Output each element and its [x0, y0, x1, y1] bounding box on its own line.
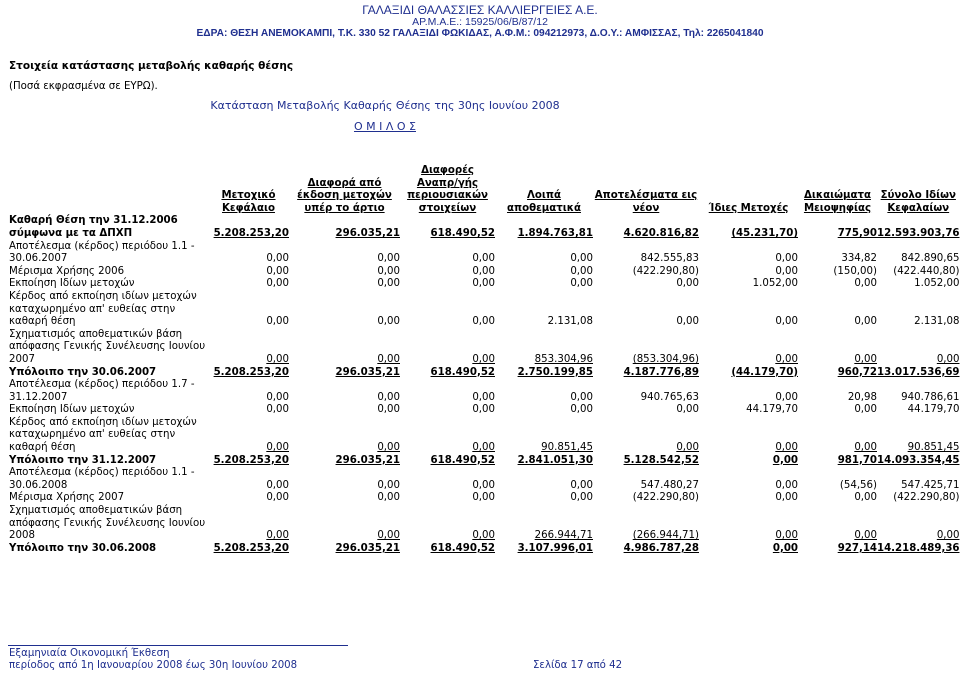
cell-share-premium: 0,00 [377, 479, 400, 491]
table-row [9, 278, 960, 291]
cell-revaluation: 0,00 [472, 391, 495, 403]
cell-total-equity: (422.290,80) [893, 492, 960, 504]
table-row [9, 417, 960, 455]
column-header-row [9, 165, 960, 215]
row-label: Κέρδος από εκποίηση ιδίων μετοχών καταχωρημένο απ' ευθείας στην καθαρή θέση [9, 290, 197, 328]
cell-treasury-shares: 0,00 [775, 316, 798, 328]
currency-note: (Ποσά εκφρασμένα σε ΕΥΡΩ). [9, 81, 158, 92]
cell-other-reserves: 0,00 [570, 479, 593, 491]
cell-revaluation: 0,00 [472, 265, 495, 277]
footer-report-name: Εξαμηνιαία Οικονομική Έκθεση [9, 648, 170, 659]
row-label: Υπόλοιπο την 30.06.2007 [9, 366, 157, 378]
cell-share-premium: 0,00 [377, 278, 400, 290]
cell-share-capital: 0,00 [266, 278, 289, 290]
cell-minority-interests: 981,70 [837, 454, 877, 466]
cell-revaluation: 0,00 [472, 278, 495, 290]
cell-share-capital: 0,00 [266, 353, 289, 365]
cell-total-equity: 940.786,61 [901, 391, 960, 403]
cell-other-reserves: 0,00 [570, 492, 593, 504]
cell-total-equity: 0,00 [936, 353, 960, 365]
cell-share-capital: 0,00 [266, 492, 289, 504]
cell-retained-earnings: (422.290,80) [632, 265, 699, 277]
cell-retained-earnings: (266.944,71) [632, 530, 699, 542]
cell-share-premium: 0,00 [377, 492, 400, 504]
group-title: Ο Μ Ι Λ Ο Σ [353, 120, 416, 133]
footer-page-number: Σελίδα 17 από 42 [533, 660, 623, 671]
row-label: Εκποίηση Ιδίων μετοχών [9, 404, 135, 416]
cell-total-equity: 14.218.489,36 [877, 542, 960, 554]
table-row [9, 329, 960, 367]
cell-other-reserves: 0,00 [570, 404, 593, 416]
equity-changes-table [9, 165, 960, 555]
row-label: Σχηματισμός αποθεματικών βάση απόφασης Γενικής Συνέλευσης Ιουνίου 2007 [9, 328, 206, 365]
cell-treasury-shares: 44.179,70 [746, 404, 798, 416]
col-header-retained-earnings: Αποτελέσματα εις νέον [594, 190, 698, 214]
cell-other-reserves: 3.107.996,01 [517, 542, 593, 554]
cell-share-capital: 0,00 [266, 530, 289, 542]
cell-minority-interests: 960,72 [837, 366, 877, 378]
cell-retained-earnings: 0,00 [676, 404, 699, 416]
balance-row [9, 455, 960, 468]
cell-total-equity: 13.017.536,69 [877, 366, 960, 378]
cell-total-equity: 2.131,08 [914, 316, 960, 328]
row-label: Υπόλοιπο την 31.12.2007 [9, 454, 157, 466]
cell-revaluation: 618.490,52 [430, 542, 495, 554]
cell-revaluation: 0,00 [472, 492, 495, 504]
cell-minority-interests: 0,00 [854, 530, 877, 542]
cell-share-premium: 0,00 [377, 442, 400, 454]
cell-total-equity: 0,00 [936, 530, 960, 542]
cell-treasury-shares: 0,00 [775, 353, 798, 365]
col-header-revaluation: Διαφορές Αναπρ/γής περιουσιακών στοιχείων [407, 165, 488, 214]
cell-share-capital: 5.208.253,20 [213, 542, 289, 554]
cell-share-premium: 0,00 [377, 353, 400, 365]
cell-retained-earnings: 5.128.542,52 [623, 454, 699, 466]
cell-other-reserves: 853.304,96 [534, 353, 593, 365]
cell-minority-interests: (54,56) [839, 479, 877, 491]
cell-minority-interests: 0,00 [854, 316, 877, 328]
cell-other-reserves: 90.851,45 [541, 442, 593, 454]
cell-treasury-shares: 0,00 [775, 479, 798, 491]
cell-total-equity: 842.890,65 [901, 253, 960, 265]
col-header-other-reserves: Λοιπά αποθεματικά [507, 190, 581, 214]
company-address: ΕΔΡΑ: ΘΕΣΗ ΑΝΕΜΟΚΑΜΠΙ, Τ.Κ. 330 52 ΓΑΛΑΞΙΔΙ ΦΩΚΙΔΑΣ, Α.Φ.Μ.: 094212973, Δ.Ο.Υ.: ΑΜΦΙΣΣΑΣ, Τηλ: 2265041840 [196, 28, 764, 39]
statement-title: Κατάσταση Μεταβολής Καθαρής Θέσης της 30ης Ιουνίου 2008 [210, 99, 560, 112]
cell-share-capital: 0,00 [266, 391, 289, 403]
cell-treasury-shares: 0,00 [775, 492, 798, 504]
col-header-total-equity: Σύνολο Ιδίων Κεφαλαίων [880, 190, 956, 214]
cell-minority-interests: 334,82 [841, 253, 877, 265]
cell-other-reserves: 0,00 [570, 253, 593, 265]
cell-treasury-shares: 0,00 [772, 542, 798, 554]
cell-revaluation: 0,00 [472, 442, 495, 454]
cell-revaluation: 618.490,52 [430, 454, 495, 466]
table-row [9, 492, 960, 505]
cell-revaluation: 0,00 [472, 253, 495, 265]
cell-share-capital: 5.208.253,20 [213, 366, 289, 378]
balance-row [9, 215, 960, 240]
cell-share-capital: 0,00 [266, 316, 289, 328]
cell-retained-earnings: 4.620.816,82 [623, 227, 699, 239]
balance-row [9, 543, 960, 556]
cell-treasury-shares: 1.052,00 [752, 278, 798, 290]
cell-share-premium: 0,00 [377, 530, 400, 542]
cell-minority-interests: 775,90 [837, 227, 877, 239]
table-row [9, 266, 960, 279]
col-header-minority-interests: Δικαιώματα Μειοψηφίας [803, 190, 872, 214]
row-label: Καθαρή Θέση την 31.12.2006 σύμφωνα με τα ΔΠΧΠ [9, 215, 178, 239]
cell-share-premium: 296.035,21 [335, 542, 400, 554]
cell-minority-interests: 0,00 [854, 442, 877, 454]
row-label-header [9, 165, 208, 215]
cell-retained-earnings: 0,00 [676, 278, 699, 290]
cell-share-capital: 5.208.253,20 [213, 454, 289, 466]
cell-share-premium: 296.035,21 [335, 366, 400, 378]
row-label: Κέρδος από εκποίηση ιδίων μετοχών καταχωρημένο απ' ευθείας στην καθαρή θέση [9, 416, 197, 454]
row-label: Μέρισμα Χρήσης 2006 [9, 265, 125, 277]
cell-treasury-shares: 0,00 [775, 265, 798, 277]
cell-share-premium: 296.035,21 [335, 227, 400, 239]
cell-treasury-shares: (45.231,70) [731, 227, 798, 239]
table-row [9, 505, 960, 543]
col-header-share-premium: Διαφορά από έκδοση μετοχών υπέρ το άρτιο [297, 177, 392, 214]
cell-total-equity: 44.179,70 [907, 404, 960, 416]
cell-treasury-shares: (44.179,70) [731, 366, 798, 378]
cell-share-premium: 0,00 [377, 391, 400, 403]
cell-minority-interests: 20,98 [847, 391, 877, 403]
cell-share-capital: 0,00 [266, 404, 289, 416]
footer-divider [8, 645, 348, 646]
row-label: Αποτέλεσμα (κέρδος) περιόδου 1.1 - 30.06.2008 [9, 467, 195, 491]
balance-row [9, 367, 960, 380]
cell-share-premium: 0,00 [377, 316, 400, 328]
cell-treasury-shares: 0,00 [775, 391, 798, 403]
cell-retained-earnings: 940.765,63 [640, 391, 699, 403]
cell-revaluation: 0,00 [472, 404, 495, 416]
cell-total-equity: 12.593.903,76 [877, 227, 960, 239]
cell-other-reserves: 1.894.763,81 [517, 227, 593, 239]
cell-revaluation: 0,00 [472, 353, 495, 365]
cell-minority-interests: 0,00 [854, 278, 877, 290]
table-row [9, 379, 960, 404]
cell-share-premium: 0,00 [377, 404, 400, 416]
cell-share-premium: 0,00 [377, 265, 400, 277]
footer-period: περίοδος από 1η Ιανουαρίου 2008 έως 30η Ιουνίου 2008 [9, 660, 298, 671]
cell-revaluation: 618.490,52 [430, 366, 495, 378]
cell-minority-interests: 0,00 [854, 492, 877, 504]
cell-other-reserves: 266.944,71 [534, 530, 593, 542]
cell-other-reserves: 2.131,08 [547, 316, 593, 328]
cell-minority-interests: 927,14 [837, 542, 877, 554]
cell-other-reserves: 0,00 [570, 265, 593, 277]
cell-other-reserves: 2.750.199,85 [517, 366, 593, 378]
row-label: Αποτέλεσμα (κέρδος) περιόδου 1.7 - 31.12.2007 [9, 379, 195, 403]
cell-share-capital: 0,00 [266, 479, 289, 491]
cell-total-equity: 547.425,71 [901, 479, 960, 491]
cell-share-capital: 0,00 [266, 253, 289, 265]
cell-total-equity: 90.851,45 [907, 442, 960, 454]
cell-retained-earnings: (853.304,96) [632, 353, 699, 365]
cell-retained-earnings: 4.187.776,89 [623, 366, 699, 378]
cell-share-premium: 296.035,21 [335, 454, 400, 466]
cell-revaluation: 0,00 [472, 479, 495, 491]
col-header-share-capital: Μετοχικό Κεφάλαιο [221, 190, 276, 214]
section-title: Στοιχεία κατάστασης μεταβολής καθαρής θέσης [9, 60, 294, 72]
cell-retained-earnings: 0,00 [676, 442, 699, 454]
cell-retained-earnings: 547.480,27 [640, 479, 699, 491]
cell-revaluation: 0,00 [472, 316, 495, 328]
cell-revaluation: 0,00 [472, 530, 495, 542]
cell-minority-interests: 0,00 [854, 353, 877, 365]
cell-share-capital: 5.208.253,20 [213, 227, 289, 239]
row-label: Εκποίηση Ιδίων μετοχών [9, 278, 135, 290]
cell-total-equity: 1.052,00 [914, 278, 960, 290]
cell-treasury-shares: 0,00 [775, 530, 798, 542]
table-row [9, 291, 960, 329]
cell-total-equity: (422.440,80) [893, 265, 960, 277]
cell-revaluation: 618.490,52 [430, 227, 495, 239]
cell-share-premium: 0,00 [377, 253, 400, 265]
cell-other-reserves: 0,00 [570, 278, 593, 290]
cell-total-equity: 14.093.354,45 [877, 454, 960, 466]
cell-retained-earnings: 0,00 [676, 316, 699, 328]
row-label: Σχηματισμός αποθεματικών βάση απόφασης Γενικής Συνέλευσης Ιουνίου 2008 [9, 505, 206, 542]
cell-treasury-shares: 0,00 [775, 253, 798, 265]
cell-treasury-shares: 0,00 [772, 454, 798, 466]
cell-share-capital: 0,00 [266, 265, 289, 277]
company-registration: ΑΡ.Μ.Α.Ε.: 15925/06/Β/87/12 [412, 16, 548, 28]
table-row [9, 467, 960, 492]
cell-share-capital: 0,00 [266, 442, 289, 454]
cell-other-reserves: 0,00 [570, 391, 593, 403]
table-row [9, 404, 960, 417]
cell-retained-earnings: 842.555,83 [640, 253, 699, 265]
row-label: Μέρισμα Χρήσης 2007 [9, 492, 125, 504]
cell-treasury-shares: 0,00 [775, 442, 798, 454]
cell-minority-interests: 0,00 [854, 404, 877, 416]
cell-other-reserves: 2.841.051,30 [517, 454, 593, 466]
company-name: ΓΑΛΑΞΙΔΙ ΘΑΛΑΣΣΙΕΣ ΚΑΛΛΙΕΡΓΕΙΕΣ Α.Ε. [362, 3, 598, 17]
table-row [9, 241, 960, 266]
cell-minority-interests: (150,00) [833, 265, 877, 277]
col-header-treasury-shares: Ίδιες Μετοχές [708, 202, 789, 214]
cell-retained-earnings: (422.290,80) [632, 492, 699, 504]
cell-retained-earnings: 4.986.787,28 [623, 542, 699, 554]
row-label: Αποτέλεσμα (κέρδος) περιόδου 1.1 - 30.06.2007 [9, 240, 195, 265]
row-label: Υπόλοιπο την 30.06.2008 [9, 542, 157, 554]
